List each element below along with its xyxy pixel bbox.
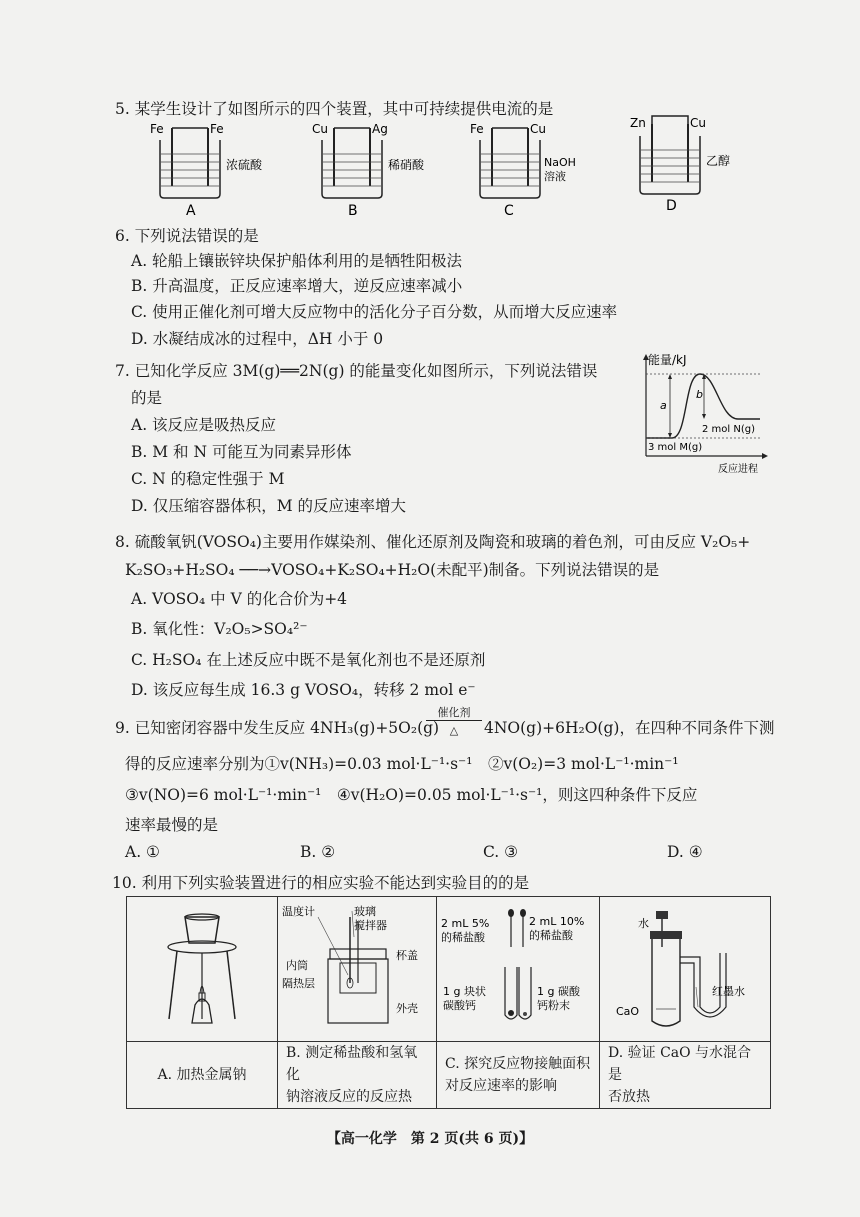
device-d-left-electrode-label: Zn [630,116,646,130]
device-c-solution: NaOH [544,156,576,169]
device-b-right-electrode-label: Ag [372,122,388,136]
cao-label: CaO [616,1005,640,1018]
cell-a-figure [127,897,278,1042]
device-a-letter: A [186,203,196,219]
device-c-letter: C [504,203,514,219]
device-c-left-electrode-label: Fe [470,122,484,136]
q9-stem-line2: 得的反应速率分别为①v(NH₃)=0.03 mol·L⁻¹·s⁻¹ ②v(O₂)=3 mol·L⁻¹·min⁻¹ [125,755,679,773]
u-tube-apparatus-figure [600,897,770,1037]
reactant-label: 3 mol M(g) [648,442,703,453]
glass-label: 玻璃 [354,905,376,918]
lump-caco3-label-2: 碳酸钙 [443,999,476,1012]
lump-caco3-label-1: 1 g 块状 [443,985,486,998]
device-c-right-electrode-label: Cu [530,122,546,136]
q9-option-a: A. ① [125,843,160,861]
thermometer-label: 温度计 [282,905,315,918]
cell-c-caption: C. 探究反应物接触面积 对反应速率的影响 [437,1042,600,1109]
device-a-solution: 浓硫酸 [226,158,263,172]
cell-a-caption: A. 加热金属钠 [127,1042,278,1109]
q8-stem-line1: 8. 硫酸氧钒(VOSO₄)主要用作媒染剂、催化还原剂及陶瓷和玻璃的着色剂，可由反应 V₂O₅+ [115,533,751,551]
q8-option-d: D. 该反应每生成 16.3 g VOSO₄，转移 2 mol e⁻ [131,681,476,699]
outer-shell-label: 外壳 [396,1002,418,1015]
q9-stem-line1a: 9. 已知密闭容器中发生反应 4NH₃(g)+5O₂(g) [115,719,440,737]
q6-stem: 6. 下列说法错误的是 [115,227,259,245]
test-tubes-figure [437,897,599,1037]
device-b-solution: 稀硝酸 [388,158,425,172]
q8-option-c: C. H₂SO₄ 在上述反应中既不是氧化剂也不是还原剂 [131,651,486,669]
red-ink-label: 红墨水 [712,985,745,998]
energy-a-label: a [660,399,667,412]
q9-stem-line4: 速率最慢的是 [125,816,219,834]
page-footer: 【高一化学 第 2 页(共 6 页)】 [326,1131,534,1147]
left-acid-label-2: 的稀盐酸 [441,931,485,944]
q9-stem-line3: ③v(NO)=6 mol·L⁻¹·min⁻¹ ④v(H₂O)=0.05 mol·L⁻¹·s⁻¹，则这四种条件下反应 [125,786,698,804]
q6-option-c: C. 使用正催化剂可增大反应物中的活化分子百分数，从而增大反应速率 [131,303,618,321]
device-b-letter: B [348,203,358,219]
device-d-solution: 乙醇 [706,154,731,168]
right-acid-label-1: 2 mL 10% [529,915,585,928]
device-b [312,122,425,219]
q9-option-c: C. ③ [483,843,519,861]
q8-stem-line2: K₂SO₃+H₂SO₄ ──→VOSO₄+K₂SO₄+H₂O(未配平)制备。下列说法错误的是 [125,561,660,579]
q7-option-b: B. M 和 N 可能互为同素异形体 [131,443,352,461]
q9-option-d: D. ④ [667,843,703,861]
q7-option-d: D. 仅压缩容器体积，M 的反应速率增大 [131,497,407,515]
cell-d-caption: D. 验证 CaO 与水混合是 否放热 [600,1042,771,1109]
reaction-progress-label: 反应进程 [718,464,758,475]
q7-stem-line2: 的是 [131,389,163,407]
q9-option-b: B. ② [300,843,336,861]
q9-heat-label: △ [449,724,459,737]
powder-caco3-label-1: 1 g 碳酸 [537,985,580,998]
device-c [470,122,576,219]
q9-stem-line1b: 4NO(g)+6H₂O(g)，在四种不同条件下测 [484,719,775,737]
right-acid-label-2: 的稀盐酸 [529,929,573,942]
device-a [150,122,263,219]
q5-devices [140,116,731,219]
device-d-letter: D [666,198,677,214]
q6-option-b: B. 升高温度，正反应速率增大，逆反应速率减小 [131,277,463,295]
q6-option-d: D. 水凝结成冰的过程中，ΔH 小于 0 [131,330,384,348]
calorimeter-figure [278,897,436,1037]
q8-option-a: A. VOSO₄ 中 V 的化合价为+4 [131,590,348,608]
device-a-right-electrode-label: Fe [210,122,224,136]
energy-b-label: b [696,388,703,401]
stirrer-label: 搅拌器 [354,919,387,932]
water-label: 水 [638,917,649,930]
q7-option-c: C. N 的稳定性强于 M [131,470,285,488]
cell-c-figure [437,897,600,1042]
lid-label: 杯盖 [396,949,418,962]
q9-equals-line [426,720,482,721]
cell-d-figure [600,897,771,1042]
q10-stem: 10. 利用下列实验装置进行的相应实验不能达到实验目的的是 [112,874,530,892]
insulation-label: 隔热层 [282,977,315,990]
q5-stem: 5. 某学生设计了如图所示的四个装置，其中可持续提供电流的是 [115,100,554,118]
device-b-left-electrode-label: Cu [312,122,328,136]
cell-b-caption: B. 测定稀盐酸和氢氧化 钠溶液反应的反应热 [278,1042,437,1109]
energy-diagram [640,352,770,478]
q10-experiment-table [126,896,771,1109]
heating-apparatus-figure [127,897,277,1037]
product-label: 2 mol N(g) [702,424,755,435]
device-d [630,116,730,214]
energy-axis-label: 能量/kJ [648,353,687,367]
device-d-right-electrode-label: Cu [690,116,706,130]
inner-cup-label: 内筒 [286,959,308,972]
left-acid-label-1: 2 mL 5% [441,917,490,930]
q8-option-b: B. 氧化性：V₂O₅>SO₄²⁻ [131,620,308,638]
device-a-left-electrode-label: Fe [150,122,164,136]
q7-stem-line1: 7. 已知化学反应 3M(g)══2N(g) 的能量变化如图所示，下列说法错误 [115,362,598,380]
device-c-solution-2: 溶液 [544,170,566,183]
powder-caco3-label-2: 钙粉末 [537,999,570,1012]
q9-catalyst-label: 催化剂 [437,706,471,719]
cell-b-figure [278,897,437,1042]
q7-option-a: A. 该反应是吸热反应 [131,416,277,434]
q6-option-a: A. 轮船上镶嵌锌块保护船体利用的是牺牲阳极法 [131,252,463,270]
